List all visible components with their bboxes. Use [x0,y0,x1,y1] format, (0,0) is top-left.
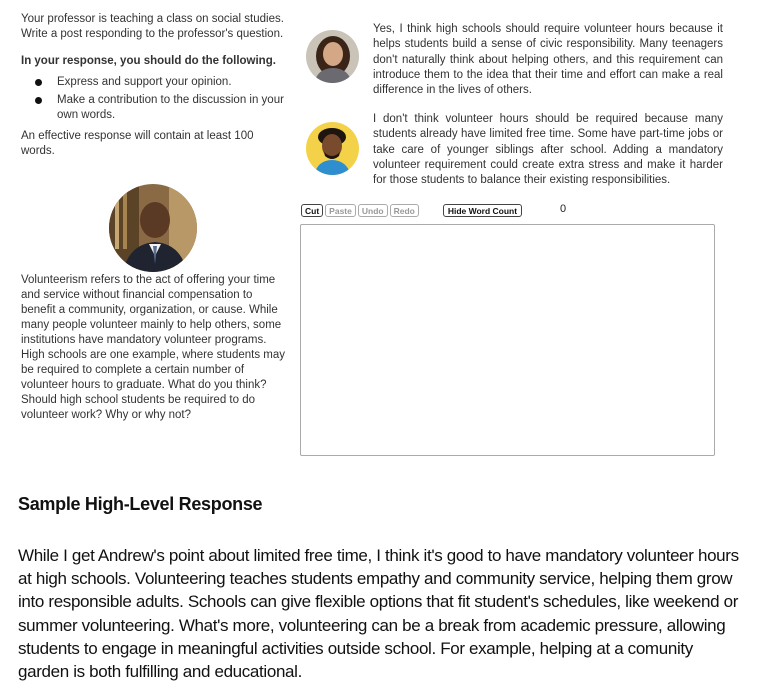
word-count: 0 [560,203,567,215]
hide-word-count-button[interactable]: Hide Word Count [443,204,522,217]
prompt-panel [21,12,289,159]
prompt-intro: Your professor is teaching a class on social studies. Write a post responding to the professor's question. [21,13,284,40]
sample-title: Sample High-Level Response [18,494,263,514]
paste-button[interactable]: Paste [325,204,356,217]
editor-toolbar [301,201,524,220]
instruction-bullet: Express and support your opinion. [57,75,289,90]
student-avatar-2 [306,122,359,175]
instruction-heading: In your response, you should do the following. [21,55,276,67]
instruction-bullet: Make a contribution to the discussion in your own words. [57,93,289,123]
cut-button[interactable]: Cut [301,204,323,217]
professor-avatar [109,184,197,272]
student-post-2: I don't think volunteer hours should be required because many students already have limited free time. Some have part-time jobs or take care of younger siblings after school. Adding a mandatory volunteer requirement could create extra stress and make it harder for those students to balance their existing responsibilities. [373,113,723,187]
redo-button[interactable]: Redo [390,204,419,217]
response-textarea[interactable] [300,224,715,456]
student-avatar-1 [306,30,359,83]
sample-body: While I get Andrew's point about limited free time, I think it's good to have mandatory volunteer hours at high schools. Volunteering teaches students empathy and community service, helping them grow into responsible adults. Schools can give flexible options that fit student's schedules, like weekend or summer volunteering. What's more, volunteering can be a break from academic pressure, allowing students to engage in meaningful activities outside school. For example, helping at a comunity garden is both fulfilling and educational. [18,546,739,682]
instruction-list [21,75,289,123]
student-post-1: Yes, I think high schools should require volunteer hours because it helps students build a sense of civic responsibility. Many teenagers don't naturally think about helping others, and this requirement can introduce them to the idea that their time and effort can make a real difference in the lives of others. [373,23,723,97]
professor-question: Volunteerism refers to the act of offering your time and service without financial compensation to benefit a community, organization, or cause. While many people volunteer mainly to help others, some institutions have mandatory volunteer programs. High schools are one example, where students may be required to complete a certain number of volunteer hours to graduate. What do you think? Should high school students be required to do volunteer work? Why or why not? [21,274,286,421]
undo-button[interactable]: Undo [358,204,388,217]
length-note: An effective response will contain at least 100 words. [21,130,254,157]
